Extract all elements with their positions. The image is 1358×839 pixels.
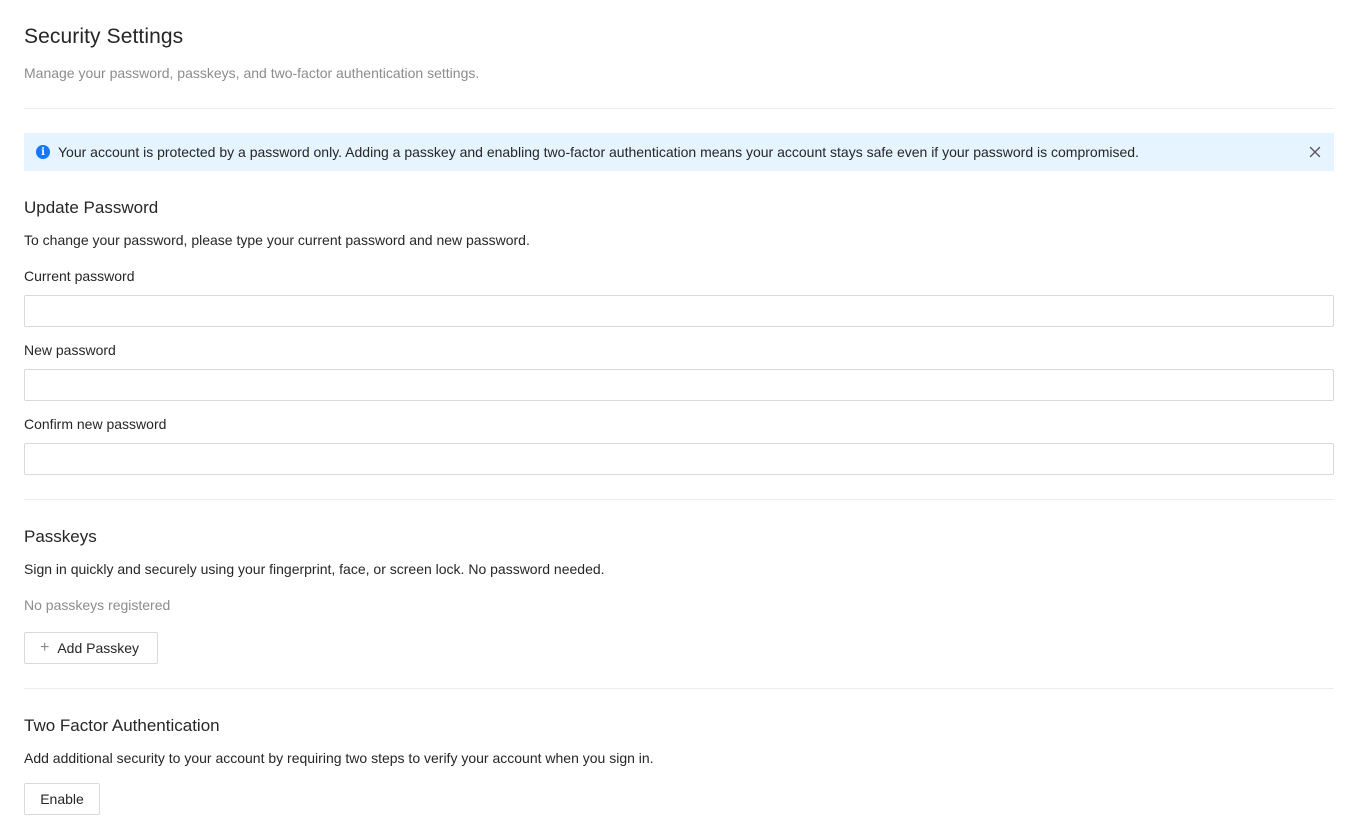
password-divider [24, 499, 1334, 500]
confirm-password-field[interactable] [24, 443, 1334, 475]
page-title: Security Settings [24, 25, 184, 48]
page-subtitle: Manage your password, passkeys, and two-factor authentication settings. [24, 65, 480, 81]
new-password-field[interactable] [24, 369, 1334, 401]
two-factor-description: Add additional security to your account by requiring two steps to verify your account when you sign in. [24, 750, 654, 766]
info-icon: i [36, 145, 50, 159]
current-password-field[interactable] [24, 295, 1334, 327]
plus-icon: + [40, 639, 50, 656]
enable-two-factor-button[interactable] [24, 783, 100, 815]
passkeys-empty-text: No passkeys registered [24, 597, 171, 613]
passkeys-description: Sign in quickly and securely using your fingerprint, face, or screen lock. No password needed. [24, 561, 605, 577]
two-factor-title: Two Factor Authentication [24, 716, 220, 735]
confirm-password-label: Confirm new password [24, 416, 167, 432]
new-password-label: New password [24, 342, 116, 358]
update-password-title: Update Password [24, 198, 159, 217]
passkeys-divider [24, 688, 1334, 689]
update-password-description: To change your password, please type your current password and new password. [24, 232, 530, 248]
current-password-label: Current password [24, 268, 135, 284]
info-alert [24, 133, 1334, 171]
close-icon[interactable] [1308, 145, 1322, 159]
add-passkey-label: Add Passkey [57, 640, 140, 656]
header-divider [24, 108, 1334, 109]
add-passkey-button[interactable] [24, 632, 158, 664]
enable-label: Enable [40, 791, 84, 807]
passkeys-title: Passkeys [24, 527, 97, 546]
alert-message: Your account is protected by a password only. Adding a passkey and enabling two-factor authentication means your account stays safe even if your password is compromised. [58, 144, 1139, 160]
